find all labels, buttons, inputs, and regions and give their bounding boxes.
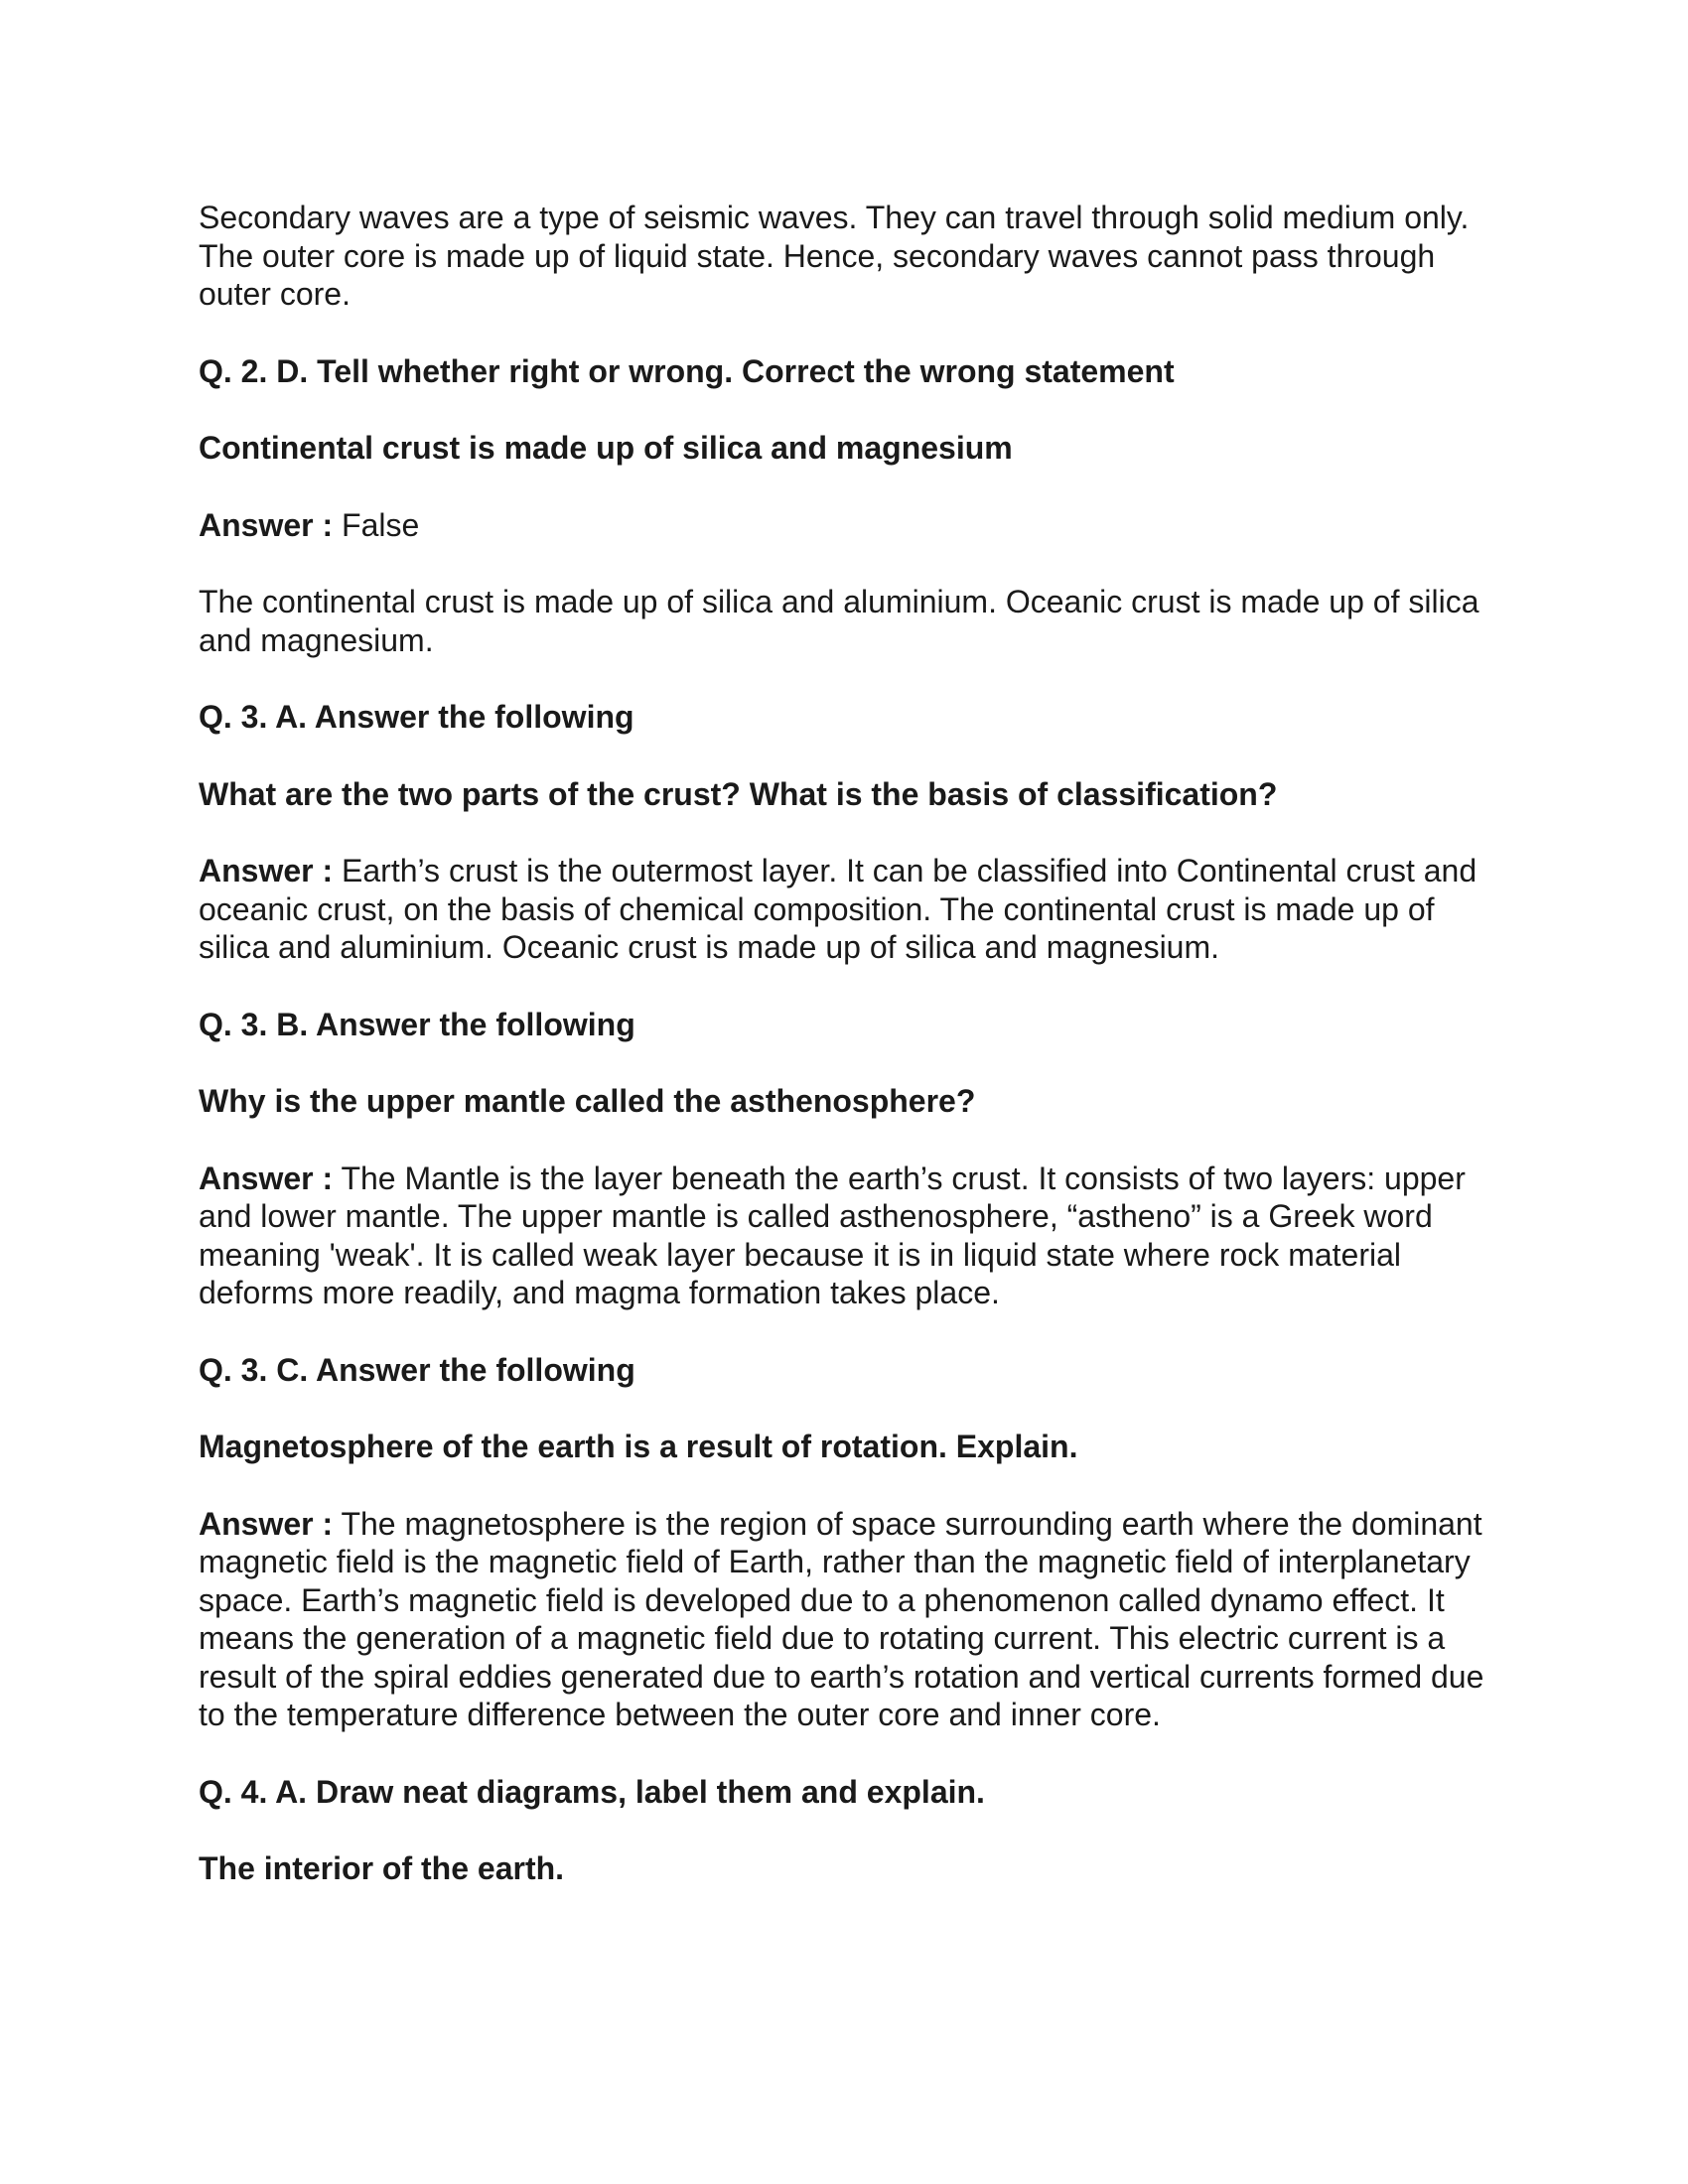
q4a-heading: Q. 4. A. Draw neat diagrams, label them and explain. [199, 1773, 985, 1810]
q3a-answer [199, 852, 1489, 967]
q3b-question: Why is the upper mantle called the asthenosphere? [199, 1083, 976, 1119]
q2d-question: Continental crust is made up of silica and magnesium [199, 430, 1013, 466]
answer-label: Answer : [199, 1505, 334, 1542]
answer-label: Answer : [199, 506, 334, 543]
q4a-question: The interior of the earth. [199, 1850, 565, 1886]
q3c-heading: Q. 3. C. Answer the following [199, 1351, 635, 1388]
q3c-answer [199, 1505, 1489, 1734]
answer-label: Answer : [199, 1160, 334, 1196]
answer-text: The Mantle is the layer beneath the earth’s crust. It consists of two layers: upper and lower mantle. The upper mantle is called asthenosphere, “astheno” is a Greek word meaning 'weak'. It is called weak layer because it is in liquid state where rock material deforms more readily, and magma formation takes place. [199, 1160, 1466, 1310]
answer-text: Earth’s crust is the outermost layer. It can be classified into Continental crust and oceanic crust, on the basis of chemical composition. The continental crust is made up of silica and aluminium. Oceanic crust is made up of silica and magnesium. [199, 853, 1477, 965]
answer-text: The magnetosphere is the region of space surrounding earth where the dominant magnetic field is the magnetic field of Earth, rather than the magnetic field of interplanetary space. Earth’s magnetic field is developed due to a phenomenon called dynamo effect. It means the generation of a magnetic field due to rotating current. This electric current is a result of the spiral eddies generated due to earth’s rotation and vertical currents formed due to the temperature difference between the outer core and inner core. [199, 1505, 1484, 1732]
q3c-question: Magnetosphere of the earth is a result of rotation. Explain. [199, 1429, 1078, 1464]
q3a-question: What are the two parts of the crust? What is the basis of classification? [199, 775, 1278, 812]
answer-label: Answer : [199, 853, 334, 888]
intro-paragraph: Secondary waves are a type of seismic waves. They can travel through solid medium only. The outer core is made up of liquid state. Hence, secondary waves cannot pass through outer core. [199, 200, 1470, 312]
document-page [199, 199, 1489, 1927]
q2d-explanation: The continental crust is made up of silica and aluminium. Oceanic crust is made up of silica and magnesium. [199, 584, 1479, 658]
q3b-heading: Q. 3. B. Answer the following [199, 1006, 635, 1042]
q2d-heading: Q. 2. D. Tell whether right or wrong. Correct the wrong statement [199, 352, 1175, 389]
q3b-answer [199, 1160, 1489, 1312]
q3a-heading: Q. 3. A. Answer the following [199, 699, 634, 735]
q2d-answer [199, 506, 1489, 545]
answer-text: False [333, 506, 420, 543]
